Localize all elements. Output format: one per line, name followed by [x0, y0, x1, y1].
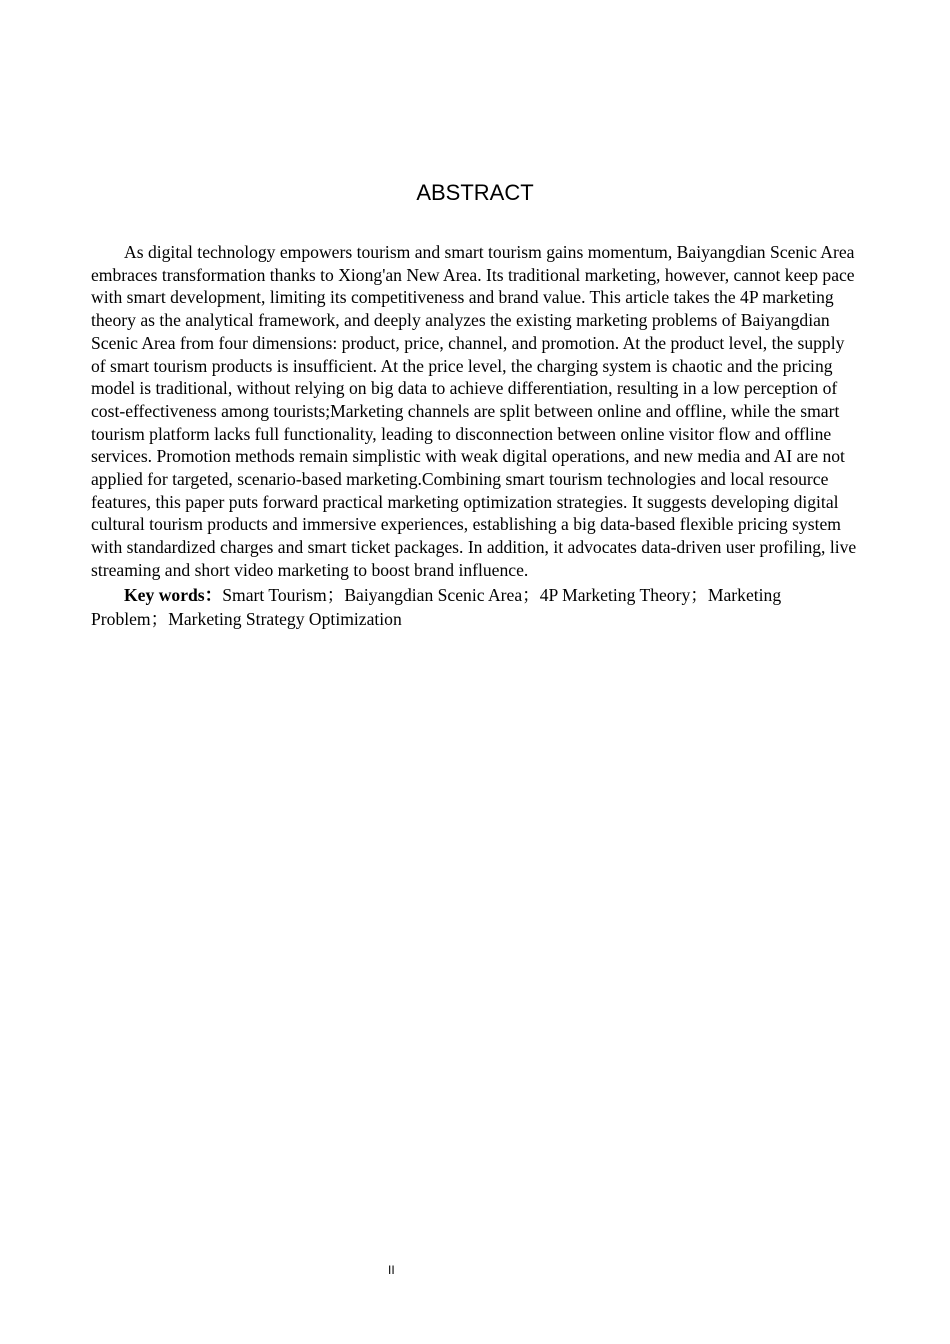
abstract-title: ABSTRACT	[416, 180, 534, 205]
page-number: II	[388, 1263, 395, 1277]
abstract-paragraph: As digital technology empowers tourism and smart tourism gains momentum, Baiyangdian Scenic Area embraces transformation thanks to Xiong'an New Area. Its traditional marketing, however, cannot keep pace with smart development, limiting its competitiveness and brand value. This article takes the 4P marketing theory as the analytical framework, and deeply analyzes the existing marketing problems of Baiyangdian Scenic Area from four dimensions: product, price, channel, and promotion. At the product level, the supply of smart tourism products is insufficient. At the price level, the charging system is chaotic and the pricing model is traditional, without relying on big data to achieve differentiation, resulting in a low perception of cost-effectiveness among tourists;Marketing channels are split between online and offline, while the smart tourism platform lacks full functionality, leading to disconnection between online visitor flow and offline services. Promotion methods remain simplistic with weak digital operations, and new media and AI are not applied for targeted, scenario-based marketing.Combining smart tourism technologies and local resource features, this paper puts forward practical marketing optimization strategies. It suggests developing digital cultural tourism products and immersive experiences, establishing a big data-based flexible pricing system with standardized charges and smart ticket packages. In addition, it advocates data-driven user profiling, live streaming and short video marketing to boost brand influence.	[91, 242, 857, 580]
abstract-body	[91, 241, 859, 631]
keywords-label: Key words：	[124, 584, 223, 605]
keywords-line	[91, 583, 859, 631]
keywords-list: Smart Tourism；Baiyangdian Scenic Area；4P Marketing Theory；Marketing Problem；Marketing Strategy Optimization	[91, 584, 782, 629]
